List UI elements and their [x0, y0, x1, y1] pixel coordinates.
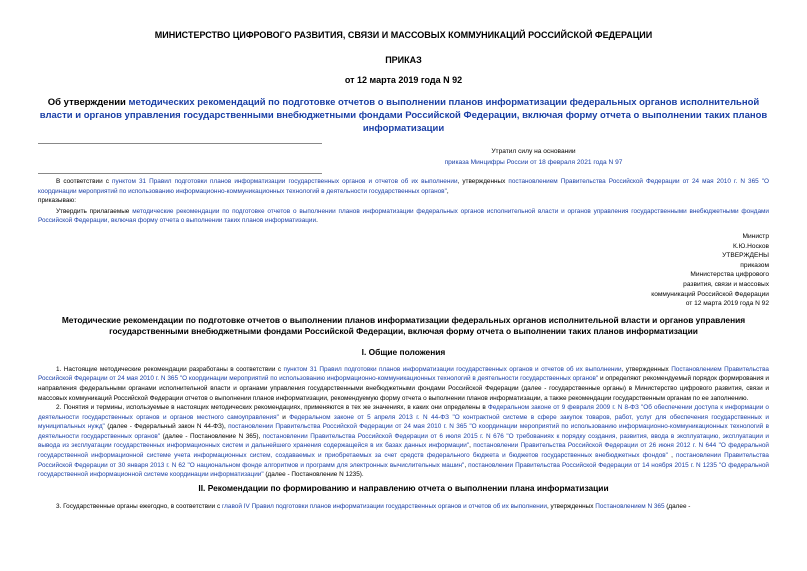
- text: , утвержденных: [621, 365, 672, 373]
- text: 1. Настоящие методические рекомендации разработаны в соответствии с: [56, 365, 284, 373]
- signature-line: УТВЕРЖДЕНЫ: [722, 252, 769, 260]
- text: (далее - Федеральный закон N 44-ФЗ),: [104, 423, 229, 431]
- text: 2. Понятия и термины, используемые в настоящих методических рекомендациях, применяются в тех же значениях, в каких они определены в: [56, 404, 488, 412]
- resolution-link[interactable]: постановлении Правительства Российской Федерации от 14 ноября 2015 г. N 1235 "О федеральной государственной информационной системе координации информатизации": [38, 461, 769, 479]
- doc-type: ПРИКАЗ: [385, 55, 422, 65]
- text: .: [316, 217, 318, 225]
- text: , утвержденных: [457, 178, 509, 185]
- signature-line: Министр: [742, 232, 769, 240]
- title-link[interactable]: методических рекомендаций по подготовке отчетов о выполнении планов информатизации федеральных органов исполнительной власти и органов управления государственными внебюджетными фондами Российской Федерации, включая форму отчета о выполнении таких планов информатизации: [39, 97, 768, 134]
- law-link[interactable]: Федеральном законе от 9 февраля 2009 г. N 8-ФЗ "Об обеспечении доступа к информации о деятельности государственных органов и органов местного самоуправления": [38, 404, 769, 421]
- ministry-name: МИНИСТЕРСТВО ЦИФРОВОГО РАЗВИТИЯ, СВЯЗИ И МАССОВЫХ КОММУНИКАЦИЙ РОССИЙСКОЙ ФЕДЕРАЦИИ: [154, 30, 653, 40]
- recommendations-link[interactable]: методические рекомендации по подготовке отчетов о выполнении планов информатизации федеральных органов исполнительной власти и органов управления государственными внебюджетными фондами Российской Федерации, включая форму отчета о выполнении таких планов информатизации: [38, 207, 769, 225]
- text: и определяют рекомендуемый порядок формирования и направления федеральными органами исполнительной власти и органами управления государственными внебюджетными фондами Российской Федерации (далее - государственные органы) в Министерство цифрового развития, связи и массовых коммуникаций Российской Федерации отчетов о выполнении планов информатизации, рекомендуемую форму отчета о выполнении планов информатизации, а также рекомендации государственным органам по ее заполнению.: [38, 375, 769, 402]
- signature-line: от 12 марта 2019 года N 92: [685, 300, 769, 308]
- chapter-link[interactable]: главой IV Правил подготовки планов информатизации государственных органов и отчетов об их выполнении: [221, 502, 547, 510]
- title-prefix: Об утверждении: [47, 97, 129, 108]
- divider: [38, 143, 322, 144]
- text: , утвержденных: [546, 502, 596, 510]
- text: (далее - Постановление N 1235).: [263, 471, 364, 479]
- text: Утвердить прилагаемые: [56, 207, 133, 215]
- text: ,: [446, 187, 449, 195]
- order-date: от 12 марта 2019 года N 92: [344, 75, 463, 85]
- signature-line: развития, связи и массовых: [683, 280, 769, 288]
- signature-line: коммуникаций Российской Федерации: [651, 290, 769, 298]
- rules-link[interactable]: пунктом 31 Правил подготовки планов информатизации государственных органов и отчетов об их выполнении: [283, 365, 622, 373]
- resolution-link[interactable]: Постановлением Правительства Российской Федерации от 24 мая 2010 г. N 365 "О координации мероприятий по использованию информационно-коммуникационных технологий в деятельности государственных органов": [38, 365, 769, 383]
- resolution-link[interactable]: постановлением Правительства Российской Федерации от 24 мая 2010 г. N 365 "О координации мероприятий по использованию информационно-коммуникационных технологий в деятельности государственных органов": [38, 178, 769, 195]
- text: 3. Государственные органы ежегодно, в соответствии с: [56, 502, 222, 510]
- text: и: [278, 413, 290, 421]
- signature-line: приказом: [740, 261, 769, 269]
- section-heading: II. Рекомендации по формированию и направлению отчета о выполнении плана информатизации: [198, 482, 609, 493]
- order-word: приказываю:: [38, 197, 76, 205]
- text: ,: [464, 461, 469, 469]
- signature-line: К.Ю.Носков: [732, 242, 769, 250]
- text: (далее -: [664, 502, 691, 510]
- order-title: [38, 96, 769, 135]
- resolution-link[interactable]: постановлении Правительства Российской Федерации от 30 января 2013 г. N 62 "О национальном фонде алгоритмов и программ для электронных вычислительных машин": [38, 452, 769, 469]
- resolution-link[interactable]: постановлении Правительства Российской Федерации от 26 июня 2012 г. N 644 "О федеральной государственной информационной системе учета информационных систем, создаваемых и приобретаемых за счет средств федерального бюджета и бюджетов государственных внебюджетных фондов": [38, 442, 769, 460]
- lost-force-link[interactable]: приказа Минцифры России от 18 февраля 2021 года N 97: [444, 158, 623, 166]
- divider: [38, 173, 322, 174]
- text: В соответствии с: [56, 178, 113, 185]
- resolution-link[interactable]: Постановлением N 365: [595, 502, 665, 510]
- text: ,: [469, 442, 474, 450]
- lost-force-note: [298, 147, 769, 168]
- resolution-link[interactable]: постановлении Правительства Российской Федерации от 24 мая 2010 г. N 365 "О координации мероприятий по использованию информационно-коммуникационных технологий в деятельности государственных органов": [38, 423, 769, 440]
- rules-link[interactable]: пунктом 31 Правил подготовки планов информатизации государственных органов и отчетов об их выполнении: [112, 178, 458, 185]
- lost-force-text: Утратил силу на основании: [491, 148, 576, 155]
- text: ,: [667, 452, 677, 460]
- signature-line: Министерства цифрового: [690, 271, 769, 279]
- text: (далее - Постановление N 365),: [160, 432, 263, 440]
- paragraph-1: [38, 365, 769, 403]
- main-title: Методические рекомендации по подготовке отчетов о выполнении планов информатизации федеральных органов исполнительной власти и органов управления государственными внебюджетными фондами Российской Федерации, включая форму отчета о выполнении таких планов информатизации: [61, 314, 746, 337]
- paragraph-2: [38, 403, 769, 480]
- section-heading: I. Общие положения: [361, 346, 446, 357]
- resolution-link[interactable]: постановлении Правительства Российской Федерации от 6 июля 2015 г. N 676 "О требованиях к порядку создания, развития, ввода в эксплуатацию, эксплуатации и вывода из эксплуатации государственных информационных систем и дальнейшего хранения содержащейся в их базах данных информации": [38, 432, 769, 450]
- approve-paragraph: [38, 207, 769, 226]
- paragraph-3: [38, 502, 769, 512]
- law-link[interactable]: Федеральном законе от 5 апреля 2013 г. N 44-ФЗ "О контрактной системе в сфере закупок товаров, работ, услуг для обеспечения государственных и муниципальных нужд": [38, 413, 769, 431]
- signature-block: [38, 232, 769, 309]
- preamble-paragraph: [38, 177, 769, 196]
